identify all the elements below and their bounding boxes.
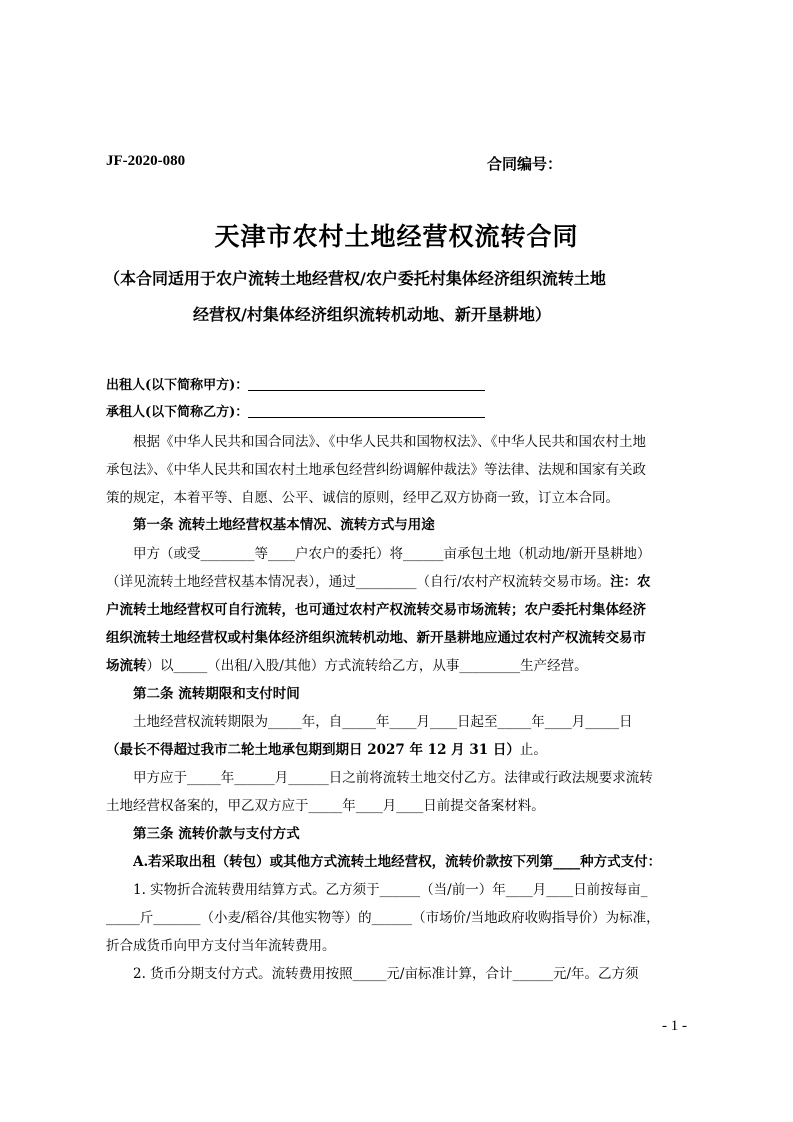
document-title: 天津市农村土地经营权流转合同 (214, 222, 579, 251)
article-3-item-1-line-3: 折合成货币向甲方支付当年流转费用。 (106, 938, 336, 954)
article-3-item-1-line-2: _____斤_______（小麦/稻谷/其他实物等）的______（市场价/当地政府收购指导价）为标准， (106, 910, 660, 926)
article-1-note-end: 场流转 (106, 658, 147, 674)
lessor-line (106, 374, 485, 393)
subtitle-line-1: （本合同适用于农户流转土地经营权/农户委托村集体经济组织流转土地 (104, 269, 606, 288)
article-1-line-4: 组织流转土地经营权或村集体经济组织流转机动地、新开垦耕地应通过农村产权流转交易市 (106, 630, 646, 646)
lessee-label: 承租人(以下简称乙方)： (106, 405, 249, 420)
article-3-heading: 第三条 流转价款与支付方式 (133, 826, 300, 842)
article-3-item-2-line-1: 2. 货币分期支付方式。流转费用按照_____元/亩标准计算，合计______元/年。乙方须 (133, 966, 639, 982)
preamble-line-1: 根据《中华人民共和国合同法》、《中华人民共和国物权法》、《中华人民共和国农村土地 (133, 434, 646, 450)
article-2-line-2 (106, 738, 547, 758)
article-2-line-3: 甲方应于_____年______月______日之前将流转土地交付乙方。法律或行政法规要求流转 (133, 770, 653, 786)
lessee-blank (248, 405, 485, 418)
article-3-option-a: A.若采取出租（转包）或其他方式流转土地经营权，流转价款按下列第____种方式支付： (133, 854, 662, 870)
article-1-note-start: 注：农 (610, 574, 651, 590)
contract-number-label: 合同编号： (487, 155, 563, 173)
article-2-heading: 第二条 流转期限和支付时间 (133, 686, 300, 702)
subtitle-line-2: 经营权/村集体经济组织流转机动地、新开垦耕地） (193, 305, 551, 324)
article-2-term-limit: （最长不得超过我市二轮土地承包期到期日 2027 年 12 月 31 日） (106, 742, 520, 758)
article-1-line-1: 甲方（或受________等____户农户的委托）将______亩承包土地（机动地/新开垦耕地） (133, 546, 651, 562)
lessor-blank (248, 378, 485, 391)
preamble-line-3: 策的规定，本着平等、自愿、公平、诚信的原则，经甲乙双方协商一致，订立本合同。 (106, 490, 619, 506)
article-2-line-1: 土地经营权流转期限为_____年，自_____年____月____日起至_____年____月_____日 (133, 714, 633, 730)
article-1-line-3: 户流转土地经营权可自行流转，也可通过农村产权流转交易市场流转；农户委托村集体经济 (106, 602, 646, 618)
article-1-line-5 (106, 654, 588, 674)
page-number: - 1 - (662, 1018, 687, 1034)
lessee-line (106, 401, 485, 420)
article-1-line-5-text: ）以_____（出租/入股/其他）方式流转给乙方，从事_________生产经营。 (146, 658, 588, 674)
document-code: JF-2020-080 (106, 153, 186, 169)
article-2-line-4: 土地经营权备案的，甲乙双方应于_____年____月____日前提交备案材料。 (106, 798, 545, 814)
article-3-item-1-line-1: 1. 实物折合流转费用结算方式。乙方须于______（当/前一）年____月____日前按每亩_ (133, 882, 648, 898)
article-1-line-2 (106, 570, 651, 590)
article-1-heading: 第一条 流转土地经营权基本情况、流转方式与用途 (133, 517, 435, 533)
preamble-line-2: 承包法》、《中华人民共和国农村土地承包经营纠纷调解仲裁法》等法律、法规和国家有关政 (106, 462, 646, 478)
article-1-line-2-text: （详见流转土地经营权基本情况表），通过_________（自行/农村产权流转交易市场。 (106, 574, 611, 590)
lessor-label: 出租人(以下简称甲方)： (106, 378, 249, 393)
article-2-line-2-end: 止。 (519, 742, 547, 758)
